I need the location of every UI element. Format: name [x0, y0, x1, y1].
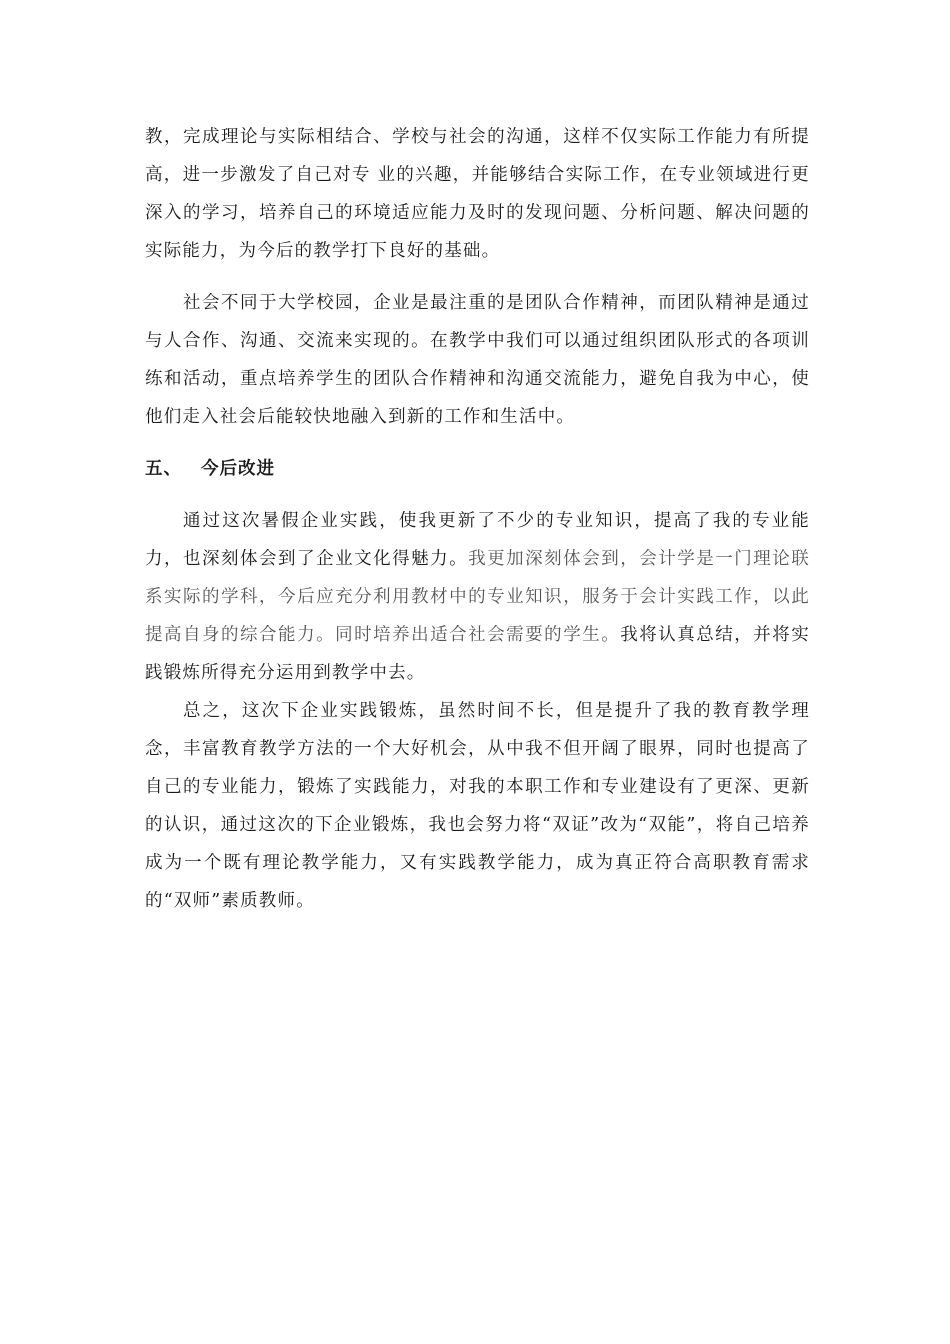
paragraph-text: 社会不同于大学校园，企业是最注重的是团队合作精神，而团队精神是通过与人合作、沟通、交流来实现的。在教学中我们可以通过组织团队形式的各项训练和活动，重点培养学生的团队合作精神和沟通交流能力，避免自我为中心，使他们走入社会后能较快地融入到新的工作和生活中。 [145, 293, 810, 427]
section-number: 五、 [145, 459, 182, 479]
paragraph-text: 我将认真总结，并将实践锻炼所得充分运用到教学中去。 [145, 625, 810, 683]
paragraph-improvement [145, 502, 810, 692]
section-heading [145, 450, 810, 488]
paragraph-continuation [145, 118, 810, 270]
paragraph-text-muted: 我更加深刻体会到，会计学是一门理论联系实际的学科，今后应充分利用教材中的专业知识，服务于会计实践工作，以此提高自身的综合能力。同时培养出适合社会需要的学生。 [145, 549, 810, 645]
paragraph-teamwork [145, 284, 810, 436]
section-title: 今后改进 [201, 459, 275, 479]
paragraph-text: 总之，这次下企业实践锻炼，虽然时间不长，但是提升了我的教育教学理念，丰富教育教学方法的一个大好机会，从中我不但开阔了眼界，同时也提高了自己的专业能力，锻炼了实践能力，对我的本职工作和专业建设有了更深、更新的认识，通过这次的下企业锻炼，我也会努力将“双证”改为“双能”，将自己培养成为一个既有理论教学能力，又有实践教学能力，成为真正符合高职教育需求的“双师”素质教师。 [145, 701, 810, 911]
paragraph-text: 教，完成理论与实际相结合、学校与社会的沟通，这样不仅实际工作能力有所提高，进一步激发了自己对专 业的兴趣，并能够结合实际工作，在专业领域进行更深入的学习，培养自己的环境适应能力及时的发现问题、分析问题、解决问题的实际能力，为今后的教学打下良好的基础。 [145, 127, 810, 261]
paragraph-text: 通过这次暑假企业实践，使我更新了不少的专业知识，提高了我的专业能力，也深刻体会到了企业文化得魅力。 [145, 511, 810, 569]
paragraph-conclusion [145, 692, 810, 920]
document-body [145, 118, 810, 920]
